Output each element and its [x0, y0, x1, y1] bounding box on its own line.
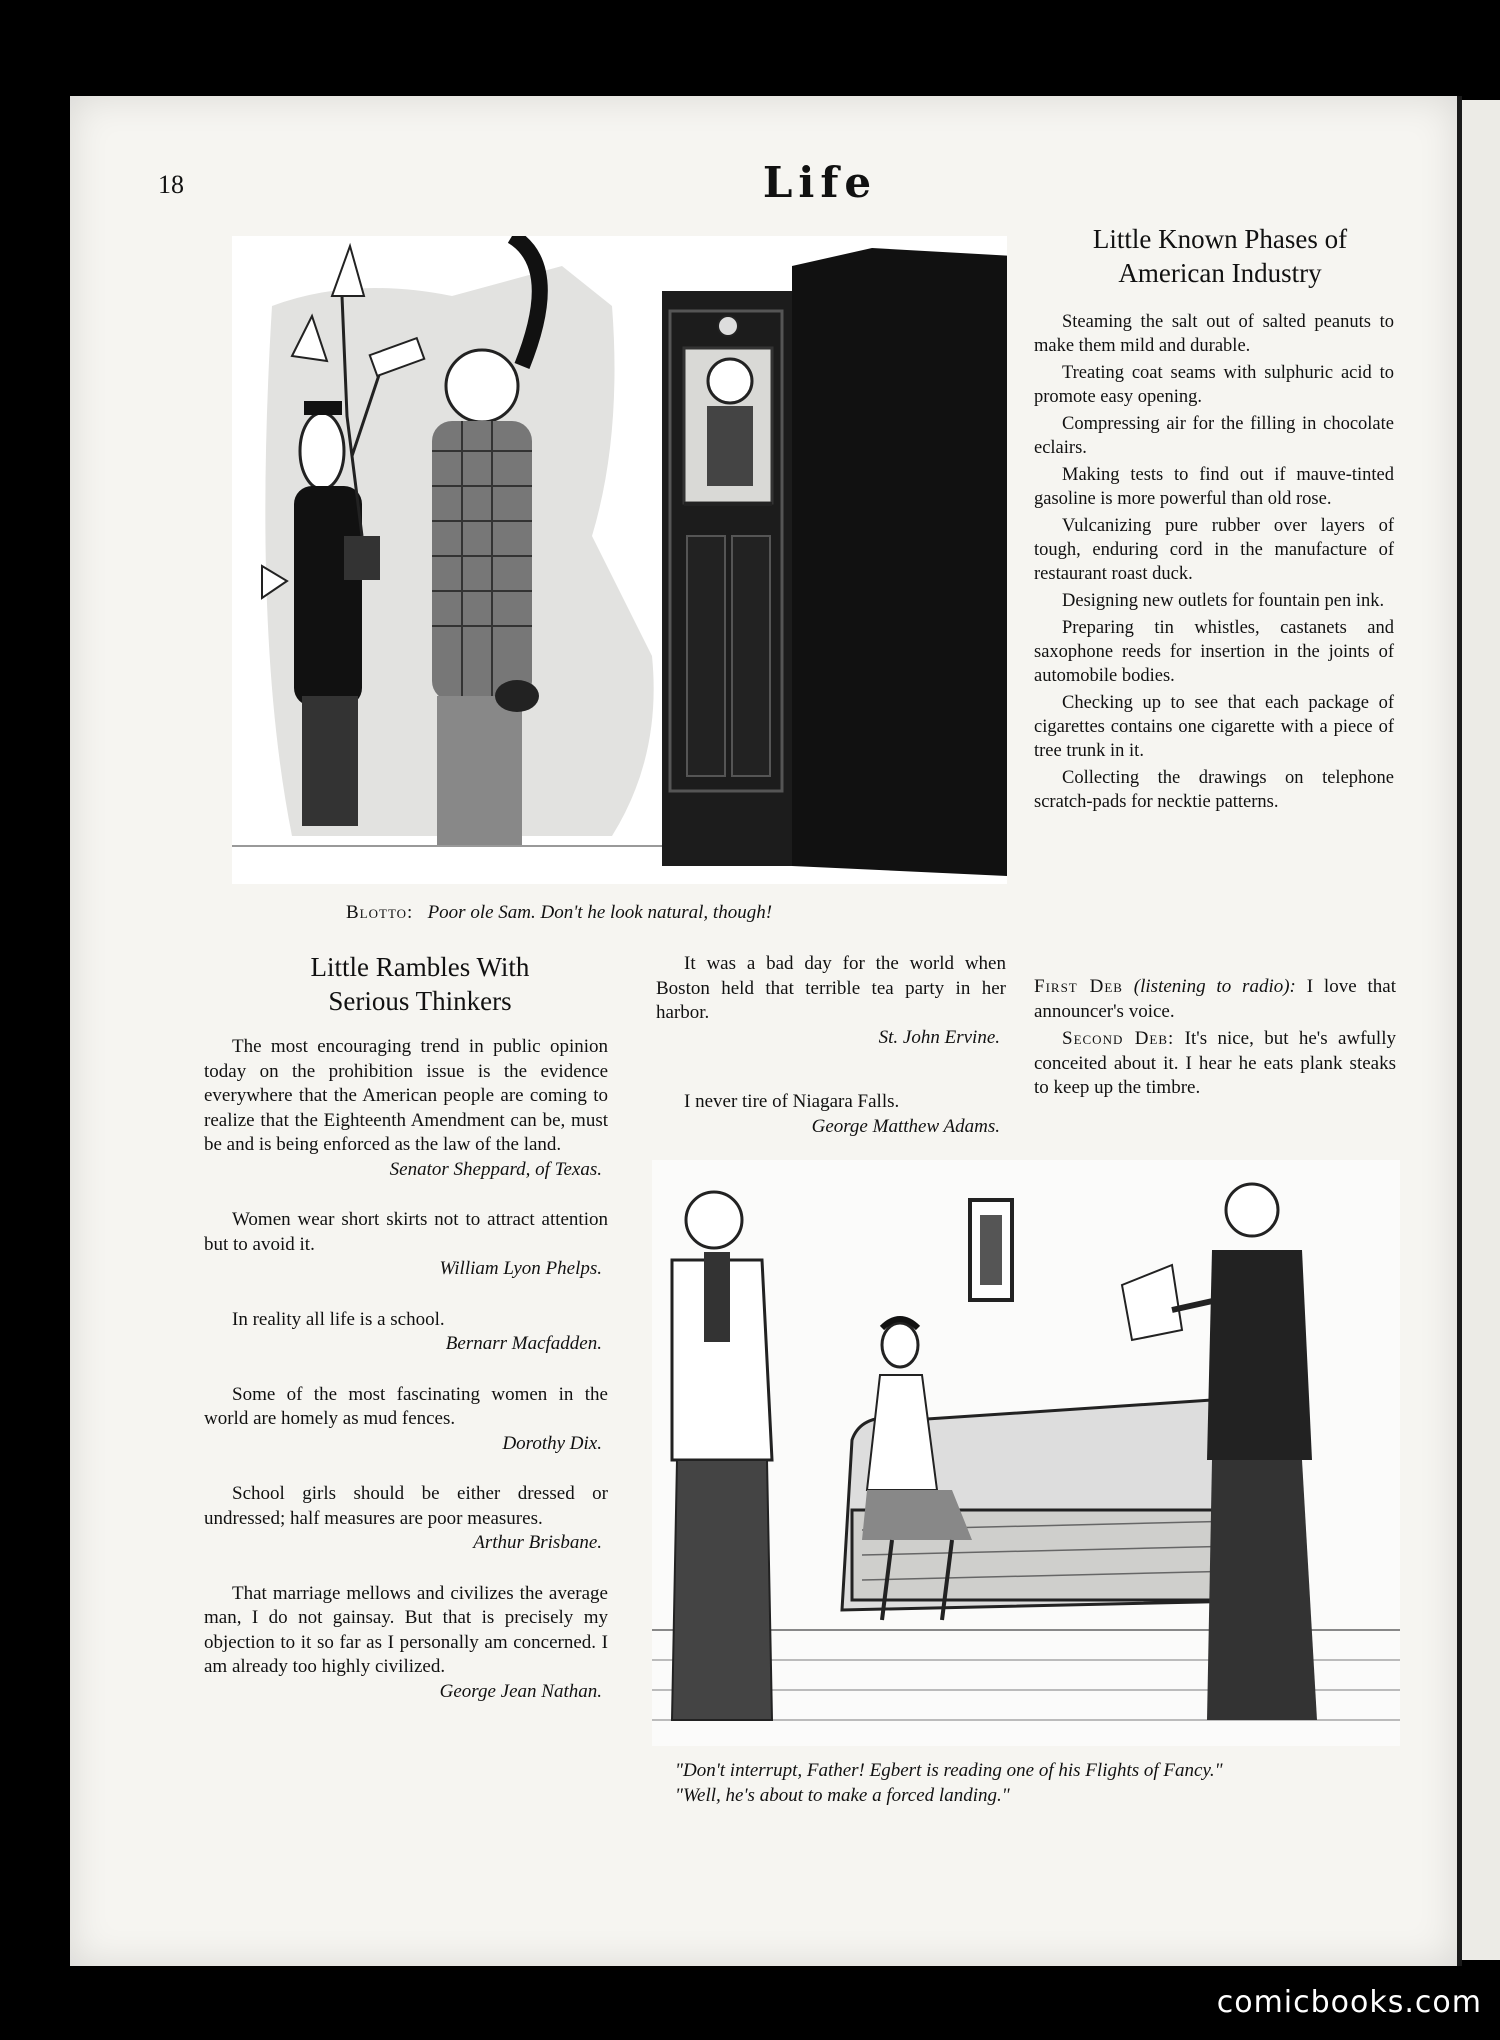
industry-item: Checking up to see that each package of cigarettes contains one cigarette with a piece of tree trunk in it. [1034, 693, 1394, 761]
industry-item: Making tests to find out if mauve-tinted gasoline is more powerful than old rose. [1034, 465, 1394, 509]
first-deb-text: I love that announcer's voice. [1034, 976, 1396, 1022]
quote [204, 1383, 608, 1457]
quote-attribution: Dorothy Dix. [502, 1432, 602, 1454]
quote [204, 1308, 608, 1357]
quote-attribution: Arthur Brisbane. [473, 1532, 602, 1553]
first-deb-direction: (listening to radio): [1133, 976, 1296, 997]
quote-text: School girls should be either dressed or undressed; half measures are poor measures. [204, 1483, 608, 1529]
quote [656, 952, 1006, 1050]
quote [204, 1035, 608, 1182]
middle-quotes [656, 952, 1006, 1165]
bottom-cartoon-caption [675, 1758, 1375, 1808]
second-deb-speaker: Second Deb: [1062, 1028, 1175, 1049]
quote [204, 1582, 608, 1705]
living-room-illustration [652, 1160, 1400, 1746]
rambles-title-line1: Little Rambles With [310, 952, 530, 982]
phone-booth-illustration [232, 236, 1007, 884]
quote-attribution: Senator Sheppard, of Texas. [389, 1158, 602, 1180]
quote-text: I never tire of Niagara Falls. [684, 1091, 900, 1112]
rambles-heading [225, 950, 615, 1018]
industry-item: Collecting the drawings on telephone scratch-pads for necktie patterns. [1034, 768, 1394, 812]
quote-text: That marriage mellows and civilizes the average man, I do not gainsay. But that is precisely my objection to it so far as I personally am concerned. I am already too highly civilized. [204, 1582, 608, 1677]
industry-item: Compressing air for the filling in chocolate eclairs. [1034, 414, 1394, 458]
industry-item: Steaming the salt out of salted peanuts to make them mild and durable. [1034, 312, 1394, 356]
quote-attribution: George Jean Nathan. [439, 1680, 602, 1702]
caption-line: Poor ole Sam. Don't he look natural, though! [427, 902, 773, 923]
industry-title-line2: American Industry [1118, 258, 1322, 288]
quote-attribution: George Matthew Adams. [811, 1115, 1000, 1137]
debs-dialogue [1034, 975, 1396, 1101]
page-number: 18 [158, 170, 184, 199]
industry-item: Preparing tin whistles, castanets and saxophone reeds for insertion in the joints of automobile bodies. [1034, 618, 1394, 686]
quote-attribution: St. John Ervine. [878, 1026, 1000, 1048]
top-cartoon-caption [346, 900, 986, 925]
quote-attribution: Bernarr Macfadden. [445, 1333, 602, 1354]
living-room-cartoon [652, 1160, 1400, 1746]
rambles-title-line2: Serious Thinkers [328, 986, 512, 1016]
quote-text: It was a bad day for the world when Boston held that terrible tea party in her harbor. [656, 953, 1006, 1023]
industry-item: Treating coat seams with sulphuric acid to promote easy opening. [1034, 363, 1394, 407]
second-deb-text: It's nice, but he's awfully conceited about it. I hear he eats plank steaks to keep up the timbre. [1034, 1028, 1396, 1098]
bottom-caption-line2: "Well, he's about to make a forced landing." [675, 1785, 1010, 1806]
bottom-caption-line1: "Don't interrupt, Father! Egbert is reading one of his Flights of Fancy." [675, 1760, 1223, 1781]
industry-list [1034, 310, 1394, 814]
industry-title-line1: Little Known Phases of [1092, 224, 1348, 254]
rambles-quotes [204, 1035, 608, 1730]
first-deb-speaker: First Deb [1034, 976, 1123, 997]
quote-text: Women wear short skirts not to attract attention but to avoid it. [204, 1209, 608, 1255]
quote-text: Some of the most fascinating women in the world are homely as mud fences. [204, 1383, 608, 1429]
first-deb-line [1034, 975, 1396, 1024]
second-deb-line [1034, 1027, 1396, 1101]
site-watermark: comicbooks.com [1216, 1985, 1482, 2020]
industry-heading [1020, 222, 1420, 290]
quote-text: In reality all life is a school. [232, 1308, 445, 1330]
quote-text: The most encouraging trend in public opinion today on the prohibition issue is the evidence everywhere that the American people are coming to realize that the Eighteenth Amendment can be, must be and is being enforced as the law of the land. [204, 1036, 608, 1155]
quote [204, 1482, 608, 1556]
quote [204, 1208, 608, 1282]
quote [656, 1090, 1006, 1139]
caption-speaker: Blotto: [346, 902, 414, 923]
masthead: Life [762, 158, 878, 207]
industry-item: Vulcanizing pure rubber over layers of tough, enduring cord in the manufacture of restaurant roast duck. [1034, 516, 1394, 584]
industry-item: Designing new outlets for fountain pen ink. [1062, 591, 1385, 611]
adjacent-page-edge [1462, 100, 1500, 1960]
phone-booth-cartoon [232, 236, 1007, 884]
quote-attribution: William Lyon Phelps. [439, 1258, 602, 1279]
